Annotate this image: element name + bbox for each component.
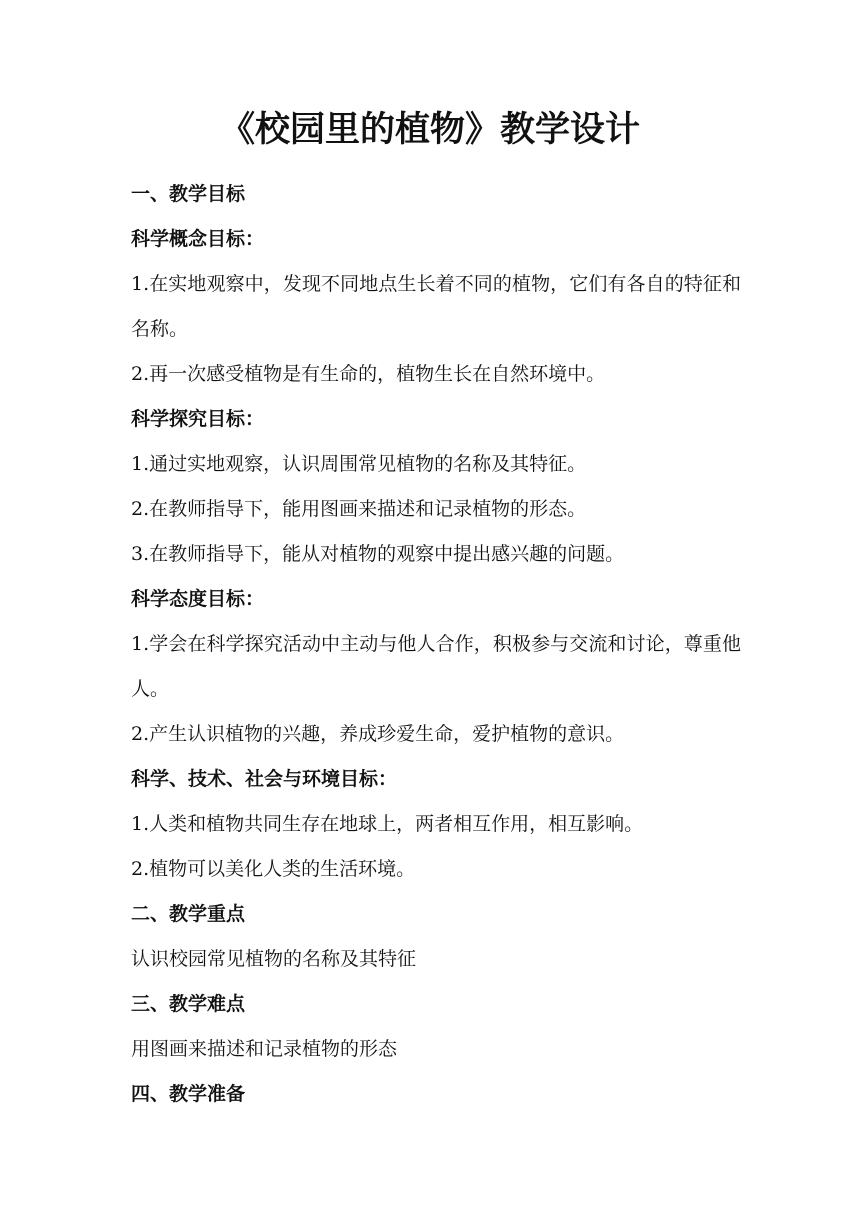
document-body bbox=[131, 172, 741, 1117]
subheading-inquiry-goals: 科学探究目标： bbox=[131, 408, 265, 430]
document-title: 《校园里的植物》教学设计 bbox=[219, 109, 640, 150]
inquiry-goal-2: 2.在教师指导下，能用图画来描述和记录植物的形态。 bbox=[131, 498, 587, 520]
subheading-concept-goals: 科学概念目标： bbox=[131, 228, 265, 250]
section-heading-preparation: 四、教学准备 bbox=[131, 1083, 246, 1105]
attitude-goal-2: 2.产生认识植物的兴趣，养成珍爱生命，爱护植物的意识。 bbox=[131, 723, 625, 745]
attitude-goal-1: 1.学会在科学探究活动中主动与他人合作，积极参与交流和讨论，尊重他人。 bbox=[131, 633, 741, 700]
inquiry-goal-1: 1.通过实地观察，认识周围常见植物的名称及其特征。 bbox=[131, 453, 587, 475]
section-heading-key-points: 二、教学重点 bbox=[131, 903, 246, 925]
inquiry-goal-3: 3.在教师指导下，能从对植物的观察中提出感兴趣的问题。 bbox=[131, 543, 625, 565]
subheading-stse-goals: 科学、技术、社会与环境目标： bbox=[131, 768, 398, 790]
difficulties-text: 用图画来描述和记录植物的形态 bbox=[131, 1038, 398, 1060]
concept-goal-1: 1.在实地观察中，发现不同地点生长着不同的植物，它们有各自的特征和名称。 bbox=[131, 273, 741, 340]
key-points-text: 认识校园常见植物的名称及其特征 bbox=[131, 948, 417, 970]
stse-goal-2: 2.植物可以美化人类的生活环境。 bbox=[131, 858, 416, 880]
stse-goal-1: 1.人类和植物共同生存在地球上，两者相互作用，相互影响。 bbox=[131, 813, 644, 835]
section-heading-goals: 一、教学目标 bbox=[131, 183, 246, 205]
section-heading-difficulties: 三、教学难点 bbox=[131, 993, 246, 1015]
concept-goal-2: 2.再一次感受植物是有生命的，植物生长在自然环境中。 bbox=[131, 363, 606, 385]
subheading-attitude-goals: 科学态度目标： bbox=[131, 588, 265, 610]
